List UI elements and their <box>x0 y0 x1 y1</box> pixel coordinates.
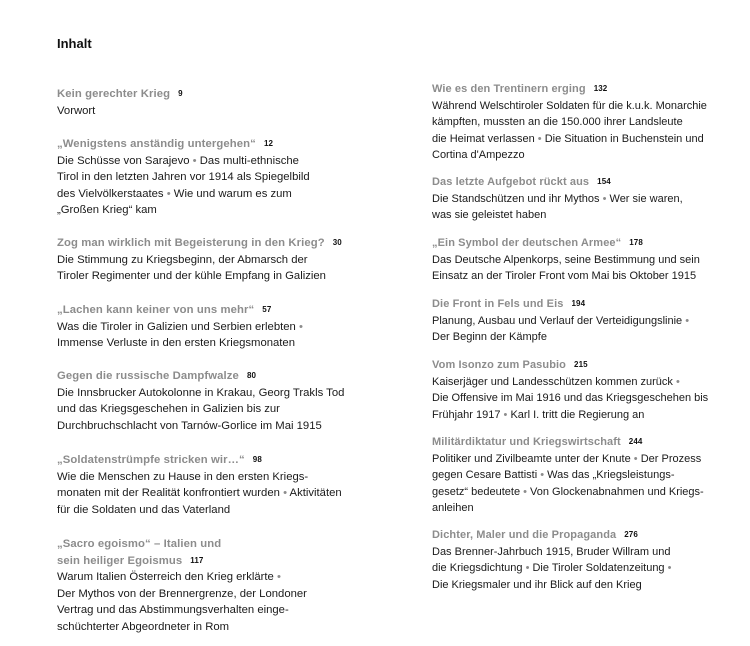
description-line: Das Brenner-Jahrbuch 1915, Bruder Willram und <box>432 545 671 558</box>
toc-entry <box>57 536 307 635</box>
page-title: Inhalt <box>57 36 92 51</box>
entry-heading-line <box>57 235 342 252</box>
description-line: Planung, Ausbau und Verlauf der Verteidigungslinie • <box>432 314 690 327</box>
entry-heading-line <box>57 553 307 570</box>
entry-title: Vom Isonzo zum Pasubio <box>432 359 567 371</box>
entry-heading <box>432 434 704 451</box>
entry-description <box>57 385 344 435</box>
description-line: Die Schüsse von Sarajevo • Das multi-ethnische <box>57 154 299 167</box>
page-number: 132 <box>593 84 608 93</box>
entry-title: sein heiliger Egoismus <box>57 554 183 567</box>
entry-heading <box>432 81 707 98</box>
description-line: Während Welschtiroler Soldaten für die k.u.k. Monarchie <box>432 99 707 112</box>
page-number: 98 <box>252 455 262 464</box>
description-line: Warum Italien Österreich den Krieg erklärte • <box>57 571 281 583</box>
description-line: Die Kriegsmaler und ihr Blick auf den Krieg <box>432 578 642 591</box>
entry-title: Zog man wirklich mit Begeisterung in den Krieg? <box>57 237 325 249</box>
page-number: 9 <box>178 89 183 98</box>
entry-title: „Soldatenstrümpfe stricken wir…“ <box>57 454 245 466</box>
description-line: Der Beginn der Kämpfe <box>432 331 547 343</box>
entry-heading-line <box>57 452 342 469</box>
entry-description <box>432 313 689 346</box>
entry-heading-line <box>432 434 704 451</box>
entry-description <box>57 469 342 519</box>
entry-heading-line <box>57 536 307 553</box>
description-line: Tirol in den letzten Jahren vor 1914 als Spiegelbild <box>57 171 310 183</box>
entry-description <box>57 103 183 120</box>
entry-description <box>432 191 683 224</box>
entry-description <box>432 451 704 517</box>
entry-heading-line <box>432 235 700 252</box>
description-line: Die Offensive im Mai 1916 und das Kriegsgeschehen bis <box>432 392 709 404</box>
description-line: „Großen Krieg“ kam <box>57 204 157 216</box>
description-line: Vertrag und das Abstimmungsverhalten einge- <box>57 604 289 616</box>
toc-entry <box>57 136 310 219</box>
entry-description <box>57 153 310 219</box>
entry-heading <box>57 235 342 252</box>
entry-heading <box>432 357 708 374</box>
entry-heading <box>432 235 700 252</box>
page-number: 12 <box>263 139 274 148</box>
page-number: 154 <box>597 177 611 186</box>
description-line: Der Mythos von der Brennergrenze, der Londoner <box>57 587 307 600</box>
description-line: für die Soldaten und das Vaterland <box>57 503 231 516</box>
entry-heading-line <box>432 527 671 544</box>
toc-entry <box>57 368 344 434</box>
page-number: 215 <box>574 360 588 369</box>
description-line: Die Stimmung zu Kriegsbeginn, der Abmarsch der <box>57 253 308 266</box>
entry-description <box>57 252 342 285</box>
entry-heading <box>57 302 303 319</box>
entry-title: Dichter, Maler und die Propaganda <box>432 529 617 541</box>
description-line: Die Innsbrucker Autokolonne in Krakau, Georg Trakls Tod <box>57 386 345 399</box>
page-number: 276 <box>624 530 638 539</box>
description-line: Frühjahr 1917 • Karl I. tritt die Regierung an <box>432 408 645 421</box>
page-number: 244 <box>628 437 643 446</box>
description-line: Cortina d'Ampezzo <box>432 149 525 161</box>
description-line: gegen Cesare Battisti • Was das „Kriegsleistungs- <box>432 469 675 481</box>
toc-entry <box>57 302 303 352</box>
entry-heading-line <box>432 81 707 98</box>
description-line: kämpften, mussten an die 150.000 ihrer Landsleute <box>432 116 683 128</box>
description-line: Einsatz an der Tiroler Front vom Mai bis Oktober 1915 <box>432 270 697 282</box>
description-line: Tiroler Regimenter und der kühle Empfang in Galizien <box>57 270 326 282</box>
entry-heading <box>57 136 310 153</box>
entry-title: Militärdiktatur und Kriegswirtschaft <box>432 436 621 448</box>
entry-heading <box>57 86 183 103</box>
toc-entry <box>432 296 689 346</box>
description-line: Was die Tiroler in Galizien und Serbien erlebten • <box>57 320 303 333</box>
entry-heading-line <box>432 357 708 374</box>
entry-heading <box>57 368 344 385</box>
description-line: was sie geleistet haben <box>432 209 547 221</box>
entry-title: Kein gerechter Krieg <box>57 88 171 100</box>
description-line: die Kriegsdichtung • Die Tiroler Soldatenzeitung • <box>432 562 672 574</box>
toc-entry <box>57 86 183 119</box>
entry-heading <box>57 536 307 569</box>
entry-description <box>57 569 307 635</box>
description-line: Die Standschützen und ihr Mythos • Wer sie waren, <box>432 192 683 205</box>
entry-title: Das letzte Aufgebot rückt aus <box>432 176 590 188</box>
toc-entry <box>432 434 704 517</box>
entry-title: Wie es den Trentinern erging <box>432 83 586 95</box>
entry-title: „Ein Symbol der deutschen Armee“ <box>432 237 622 249</box>
entry-heading <box>432 174 683 191</box>
entry-title: Gegen die russische Dampfwalze <box>57 370 239 382</box>
page-number: 30 <box>332 238 342 247</box>
toc-entry <box>432 527 671 593</box>
description-line: Wie die Menschen zu Hause in den ersten Kriegs- <box>57 470 309 483</box>
entry-title: „Wenigstens anständig untergehen“ <box>57 138 256 150</box>
description-line: Vorwort <box>57 104 96 117</box>
entry-heading-line <box>432 296 689 313</box>
toc-entry <box>432 235 700 285</box>
description-line: Immense Verluste in den ersten Kriegsmonaten <box>57 337 295 349</box>
entry-description <box>432 544 671 594</box>
toc-entry <box>432 357 708 423</box>
page-number: 80 <box>246 371 257 380</box>
description-line: Kaiserjäger und Landesschützen kommen zurück • <box>432 375 680 388</box>
entry-title: „Lachen kann keiner von uns mehr“ <box>57 304 255 316</box>
entry-heading-line <box>57 368 344 385</box>
entry-description <box>432 252 700 285</box>
description-line: des Vielvölkerstaates • Wie und warum es zum <box>57 187 292 200</box>
toc-entry <box>432 81 707 164</box>
page-number: 57 <box>262 305 272 314</box>
entry-heading <box>57 452 342 469</box>
entry-heading-line <box>432 174 683 191</box>
description-line: schüchterter Abgeordneter in Rom <box>57 620 230 633</box>
description-line: monaten mit der Realität konfrontiert wurden • Aktivitäten <box>57 487 342 499</box>
toc-entry <box>57 235 342 285</box>
description-line: Durchbruchschlacht von Tarnów-Gorlice im Mai 1915 <box>57 419 322 432</box>
entry-title: „Sacro egoismo“ – Italien und <box>57 538 222 550</box>
description-line: die Heimat verlassen • Die Situation in Buchenstein und <box>432 132 704 145</box>
description-line: gesetz“ bedeutete • Von Glockenabnahmen und Kriegs- <box>432 485 704 498</box>
page-number: 117 <box>190 555 204 565</box>
entry-heading <box>432 296 689 313</box>
description-line: Politiker und Zivilbeamte unter der Knute • Der Prozess <box>432 452 702 465</box>
entry-description <box>432 98 707 164</box>
toc-entry <box>432 174 683 224</box>
entry-heading-line <box>57 136 310 153</box>
entry-heading-line <box>57 302 303 319</box>
page-number: 194 <box>571 299 586 308</box>
toc-entry <box>57 452 342 518</box>
description-line: anleihen <box>432 502 474 514</box>
entry-description <box>432 374 708 424</box>
description-line: Das Deutsche Alpenkorps, seine Bestimmung und sein <box>432 253 700 266</box>
entry-title: Die Front in Fels und Eis <box>432 298 564 310</box>
entry-description <box>57 319 303 352</box>
entry-heading-line <box>57 86 183 103</box>
description-line: und das Kriegsgeschehen in Galizien bis zur <box>57 403 280 415</box>
entry-heading <box>432 527 671 544</box>
page-number: 178 <box>629 238 643 247</box>
